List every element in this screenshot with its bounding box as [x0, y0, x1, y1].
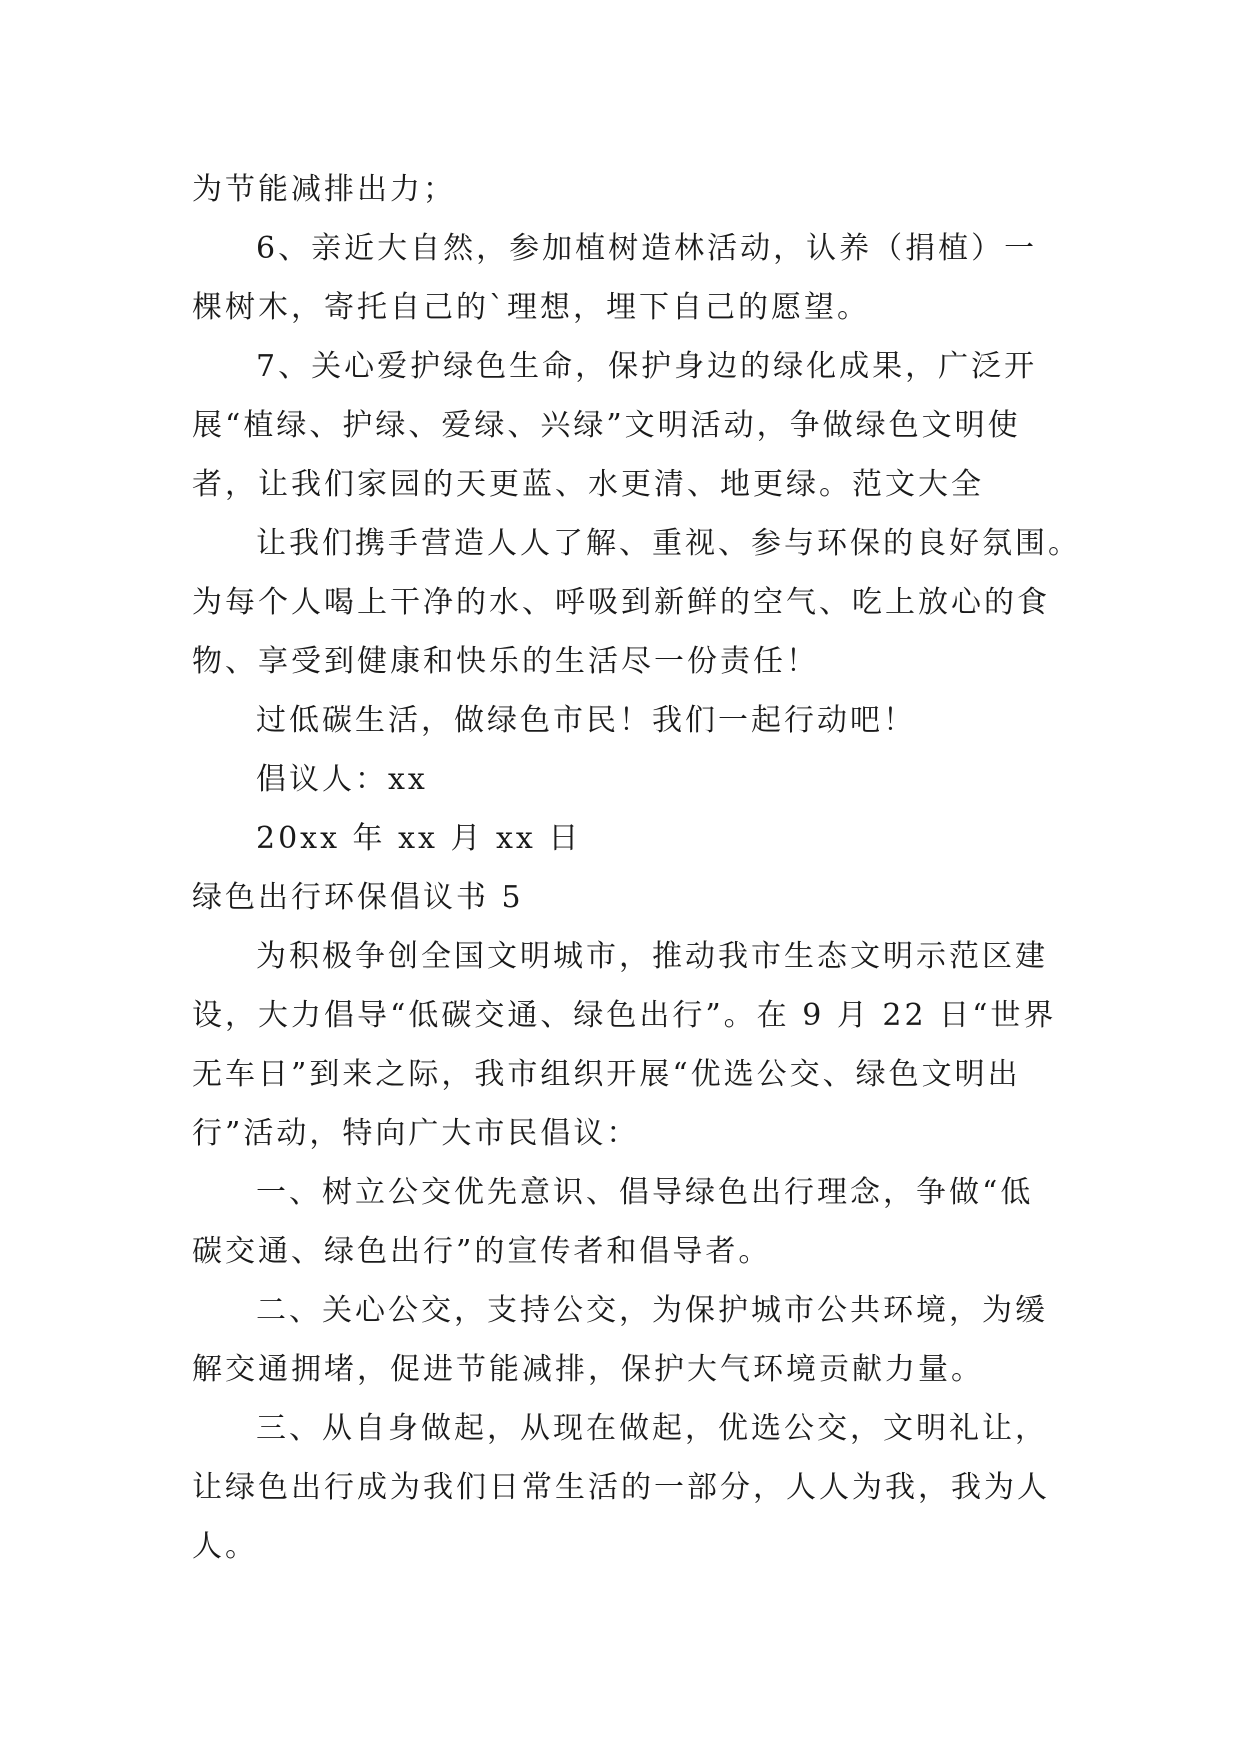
paragraph-line: 一、树立公交优先意识、倡导绿色出行理念，争做“低	[256, 1175, 1034, 1210]
paragraph-line: 二、关心公交，支持公交，为保护城市公共环境，为缓	[256, 1293, 1048, 1328]
paragraph-line: 三、从自身做起，从现在做起，优选公交，文明礼让，	[256, 1411, 1048, 1446]
paragraph-line: 过低碳生活，做绿色市民！我们一起行动吧！	[256, 703, 916, 738]
paragraph-line: 解交通拥堵，促进节能减排，保护大气环境贡献力量。	[192, 1352, 984, 1387]
paragraph-line: 让绿色出行成为我们日常生活的一部分，人人为我，我为人	[192, 1470, 1050, 1505]
paragraph-line: 行”活动，特向广大市民倡议：	[192, 1116, 640, 1151]
paragraph-line: 棵树木，寄托自己的`理想，埋下自己的愿望。	[192, 290, 870, 325]
paragraph-line: 人。	[192, 1529, 258, 1564]
paragraph-line: 为每个人喝上干净的水、呼吸到新鲜的空气、吃上放心的食	[192, 585, 1050, 620]
paragraph-line: 展“植绿、护绿、爱绿、兴绿”文明活动，争做绿色文明使	[192, 408, 1021, 443]
signatory-line: 倡议人：xx	[256, 762, 428, 797]
paragraph-line: 为积极争创全国文明城市，推动我市生态文明示范区建	[256, 939, 1048, 974]
document-body	[192, 160, 1081, 1576]
paragraph-line: 无车日”到来之际，我市组织开展“优选公交、绿色文明出	[192, 1057, 1021, 1092]
paragraph-line: 6、亲近大自然，参加植树造林活动，认养（捐植）一	[256, 231, 1038, 266]
section-title: 绿色出行环保倡议书 5	[192, 880, 524, 915]
paragraph-line: 7、关心爱护绿色生命，保护身边的绿化成果，广泛开	[256, 349, 1038, 384]
paragraph-line: 设，大力倡导“低碳交通、绿色出行”。在 9 月 22 日“世界	[192, 998, 1057, 1033]
paragraph-line: 碳交通、绿色出行”的宣传者和倡导者。	[192, 1234, 772, 1269]
paragraph-line: 物、享受到健康和快乐的生活尽一份责任！	[192, 644, 819, 679]
date-line: 20xx 年 xx 月 xx 日	[256, 821, 582, 856]
paragraph-line: 者，让我们家园的天更蓝、水更清、地更绿。范文大全	[192, 467, 984, 502]
paragraph-line: 让我们携手营造人人了解、重视、参与环保的良好氛围。	[256, 526, 1081, 561]
paragraph-line: 为节能减排出力；	[192, 172, 456, 207]
